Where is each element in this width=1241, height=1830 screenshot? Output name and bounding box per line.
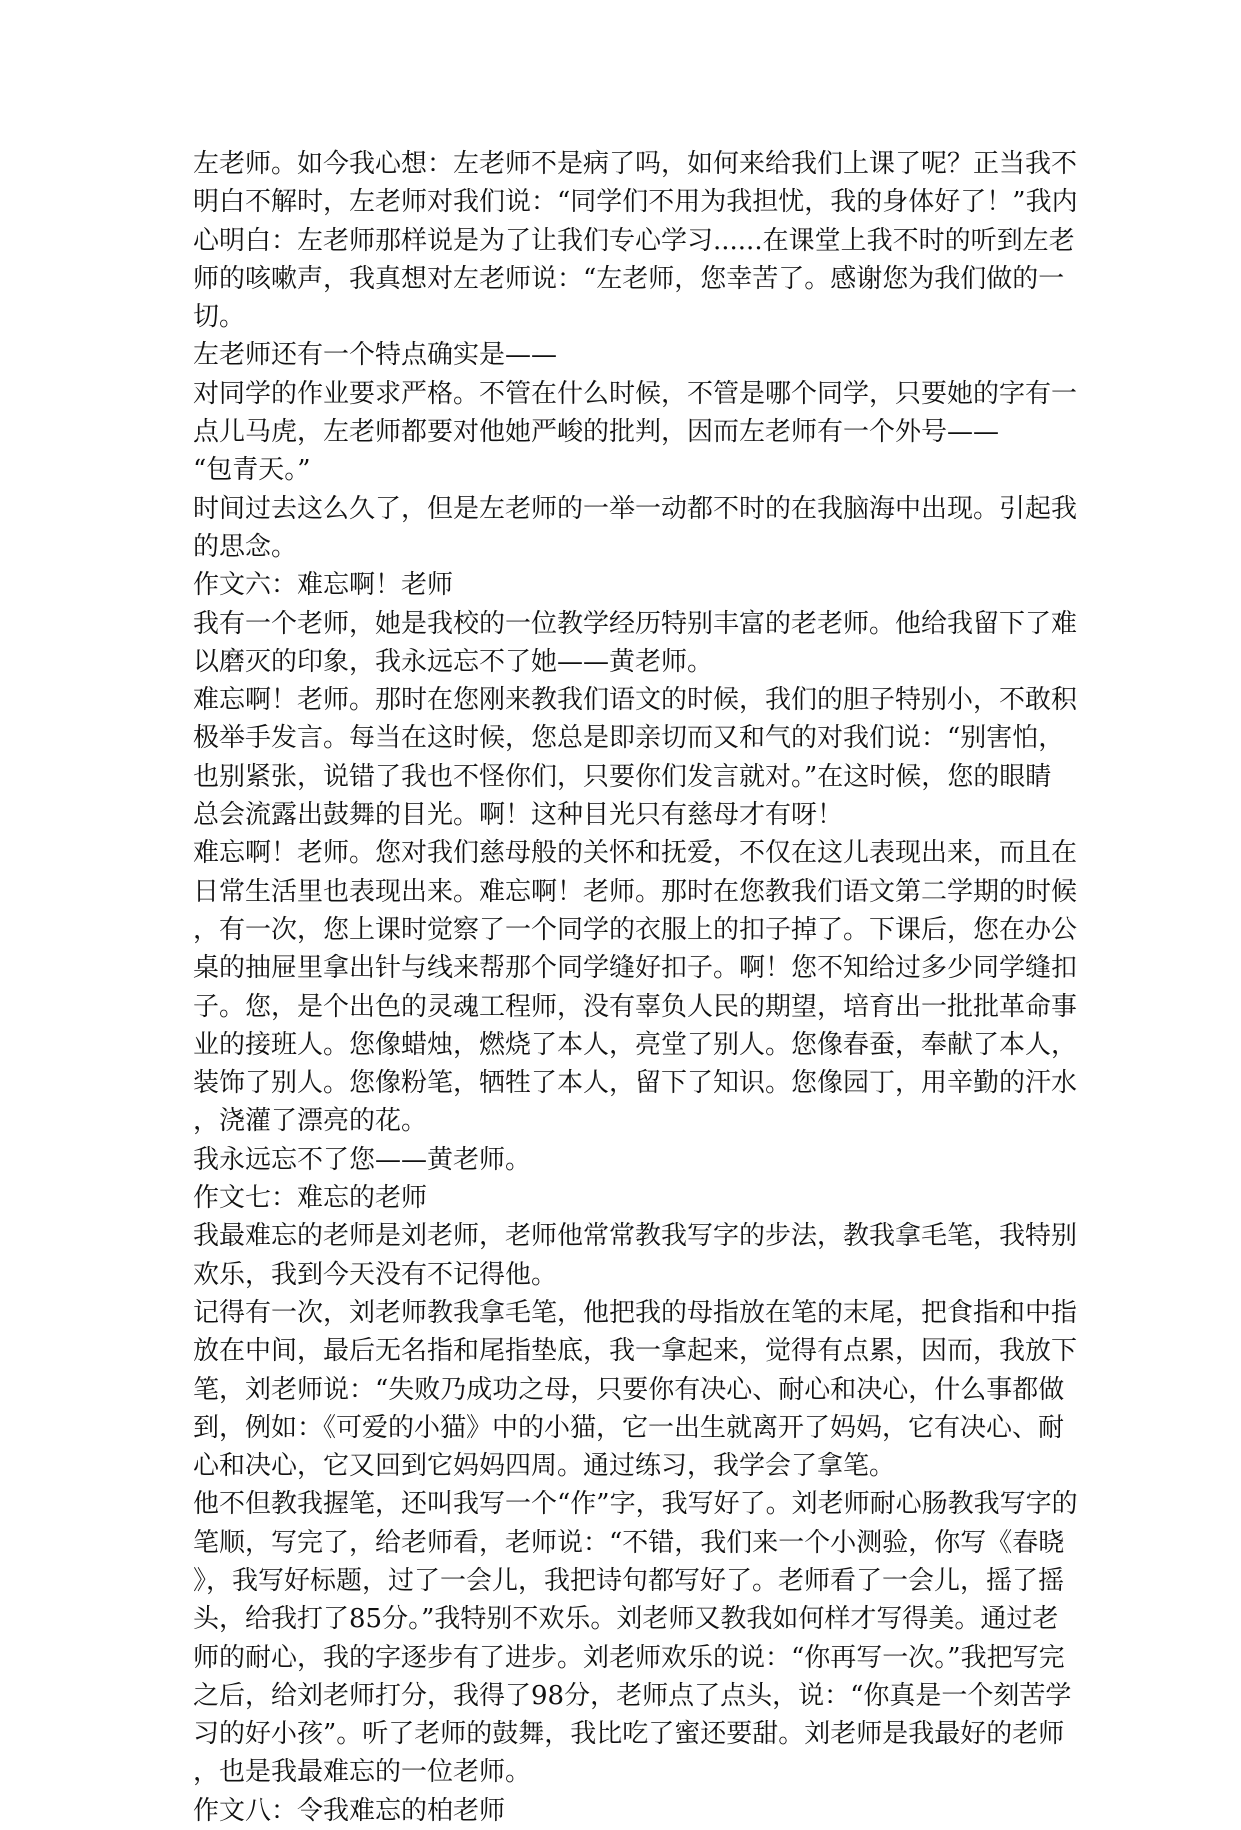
text-line: 记得有一次，刘老师教我拿毛笔，他把我的母指放在笔的末尾，把食指和中指 [193,1297,1078,1328]
text-line: 左老师。如今我心想：左老师不是病了吗，如何来给我们上课了呢？正当我不 [193,149,1078,179]
text-line: 切。 [193,302,246,333]
text-line: 放在中间，最后无名指和尾指垫底，我一拿起来，觉得有点累，因而，我放下 [193,1336,1078,1367]
text-line: ，浇灌了漂亮的花。 [193,1106,428,1137]
text-line: 他不但教我握笔，还叫我写一个“作”字，我写好了。刘老师耐心肠教我写字的 [193,1489,1078,1520]
text-line: 心明白：左老师那样说是为了让我们专心学习......在课堂上我不时的听到左老 [193,225,1075,256]
text-line: 作文六：难忘啊！老师 [193,570,454,601]
text-line: 左老师还有一个特点确实是—— [193,340,558,371]
document-body [193,145,1078,1830]
text-line: 作文七：难忘的老师 [193,1183,428,1214]
text-line: 心和决心，它又回到它妈妈四周。通过练习，我学会了拿笔。 [193,1451,896,1482]
text-line: 极举手发言。每当在这时候，您总是即亲切而又和气的对我们说：“别害怕， [193,723,1065,754]
text-line: 头，给我打了85分。”我特别不欢乐。刘老师又教我如何样才写得美。通过老 [193,1604,1059,1635]
text-line: 日常生活里也表现出来。难忘啊！老师。那时在您教我们语文第二学期的时候 [193,876,1078,907]
text-line: 我有一个老师，她是我校的一位教学经历特别丰富的老老师。他给我留下了难 [193,608,1078,639]
text-line: 欢乐，我到今天没有不记得他。 [193,1259,558,1290]
text-line: 难忘啊！老师。您对我们慈母般的关怀和抚爱，不仅在这儿表现出来，而且在 [193,838,1078,869]
text-line: 点儿马虎，左老师都要对他她严峻的批判，因而左老师有一个外号—— [193,417,1000,448]
text-line: 桌的抽屉里拿出针与线来帮那个同学缝好扣子。啊！您不知给过多少同学缝扣 [193,953,1078,984]
text-line: “包青天。” [193,455,311,486]
text-line: 到，例如：《可爱的小猫》中的小猫，它一出生就离开了妈妈，它有决心、耐 [193,1412,1065,1443]
text-line: 作文八：令我难忘的柏老师 [193,1795,506,1826]
text-line: ，有一次，您上课时觉察了一个同学的衣服上的扣子掉了。下课后，您在办公 [193,914,1078,945]
text-line: 之后，给刘老师打分，我得了98分，老师点了点头，说：“你真是一个刻苦学 [193,1680,1072,1711]
text-line: 子。您，是个出色的灵魂工程师，没有辜负人民的期望，培育出一批批革命事 [193,991,1078,1022]
text-line: 以磨灭的印象，我永远忘不了她——黄老师。 [193,646,714,677]
text-line: 我最难忘的老师是刘老师，老师他常常教我写字的步法，教我拿毛笔，我特别 [193,1221,1078,1252]
text-line: 装饰了别人。您像粉笔，牺牲了本人，留下了知识。您像园丁，用辛勤的汗水 [193,1068,1078,1099]
text-line: 师的咳嗽声，我真想对左老师说：“左老师，您幸苦了。感谢您为我们做的一 [193,263,1065,294]
text-line: 总会流露出鼓舞的目光。啊！这种目光只有慈母才有呀！ [193,800,844,831]
text-line: 笔顺，写完了，给老师看，老师说：“不错，我们来一个小测验，你写《春晓 [193,1527,1065,1558]
text-line: 时间过去这么久了，但是左老师的一举一动都不时的在我脑海中出现。引起我 [193,493,1078,524]
text-line: 难忘啊！老师。那时在您刚来教我们语文的时候，我们的胆子特别小，不敢积 [193,685,1078,716]
text-line: 业的接班人。您像蜡烛，燃烧了本人，亮堂了别人。您像春蚕，奉献了本人， [193,1029,1078,1060]
text-line: 习的好小孩”。听了老师的鼓舞，我比吃了蜜还要甜。刘老师是我最好的老师 [193,1719,1065,1750]
text-line: 师的耐心，我的字逐步有了进步。刘老师欢乐的说：“你再写一次。”我把写完 [193,1642,1065,1673]
text-line: 我永远忘不了您——黄老师。 [193,1144,532,1175]
text-line: 的思念。 [193,531,298,562]
text-line: ，也是我最难忘的一位老师。 [193,1757,532,1788]
text-line: 对同学的作业要求严格。不管在什么时候，不管是哪个同学，只要她的字有一 [193,378,1078,409]
text-line: 笔，刘老师说：“失败乃成功之母，只要你有决心、耐心和决心，什么事都做 [193,1374,1065,1405]
text-line: 》，我写好标题，过了一会儿，我把诗句都写好了。老师看了一会儿，摇了摇 [193,1565,1065,1596]
text-line: 明白不解时，左老师对我们说：“同学们不用为我担忧，我的身体好了！”我内 [193,187,1078,218]
text-line: 也别紧张，说错了我也不怪你们，只要你们发言就对。”在这时候，您的眼睛 [193,761,1052,792]
